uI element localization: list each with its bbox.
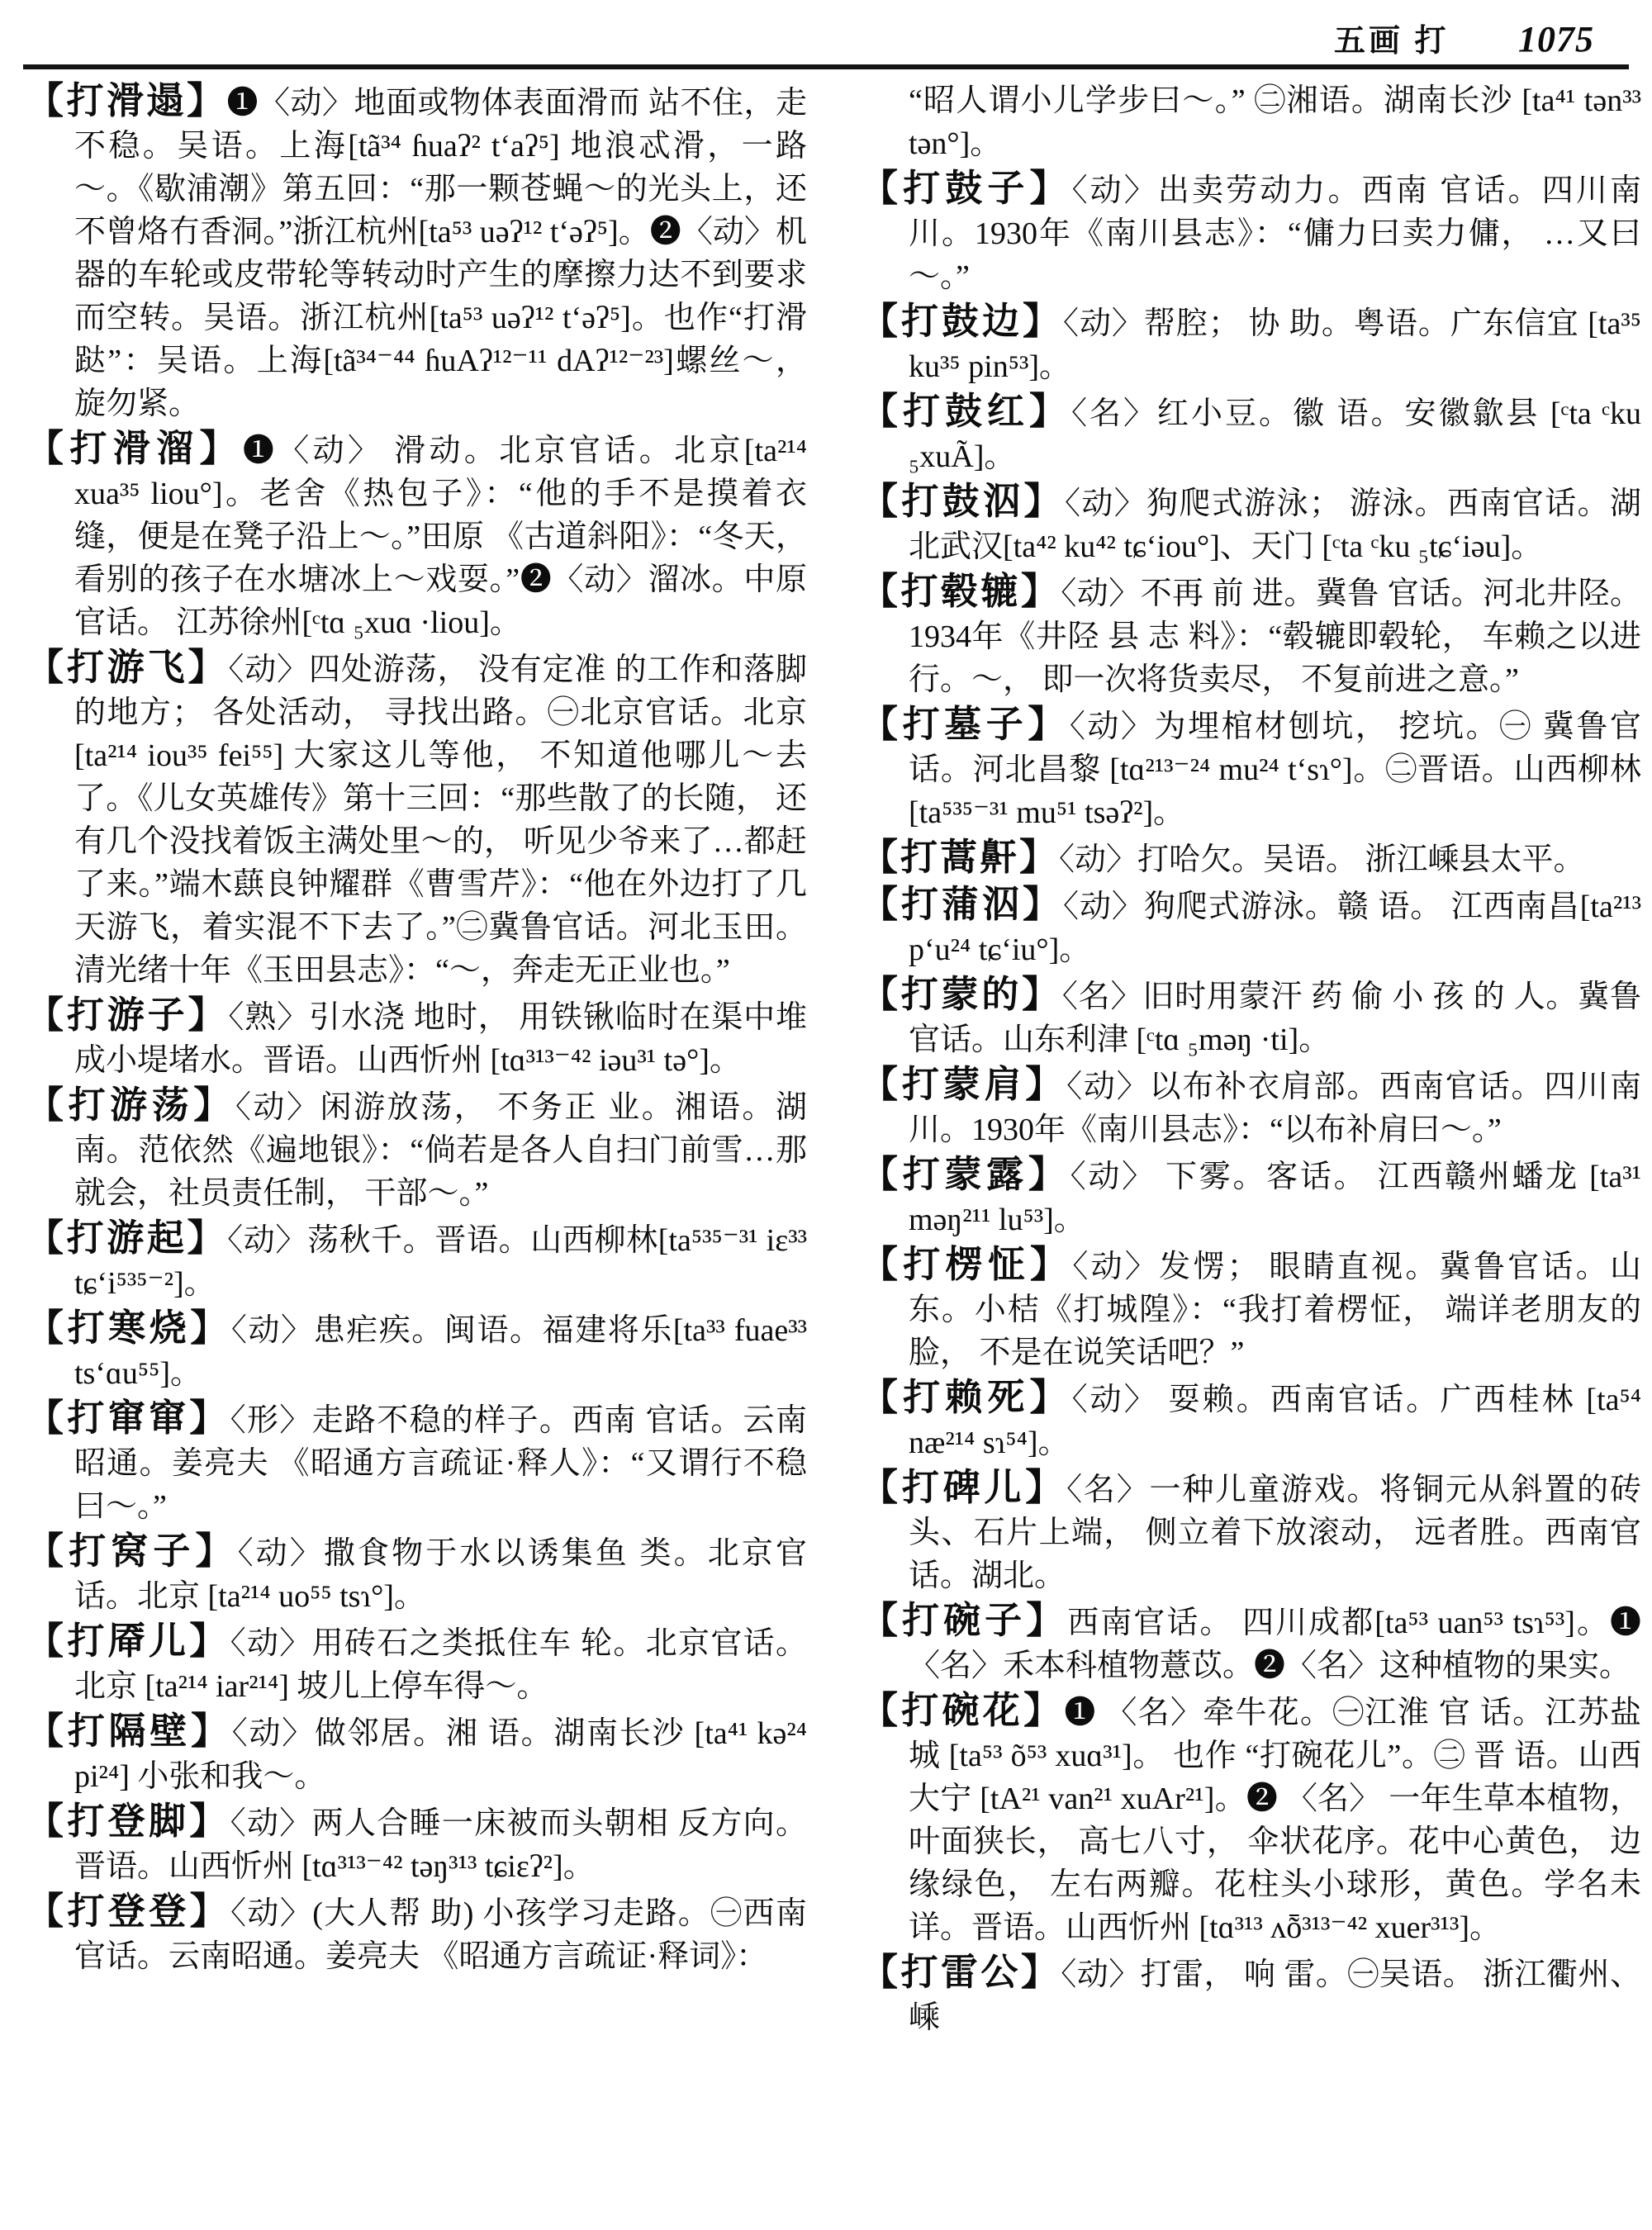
entry-body: 〈动〉打哈欠。吴语。 浙江嵊县太平。 [1059, 842, 1585, 877]
entry-headword: 【打寒烧】 [26, 1307, 231, 1349]
dict-entry [26, 1530, 807, 1618]
dict-entry [861, 703, 1641, 834]
entry-body: 〈熟〉引水浇 地时， 用铁锹临时在渠中堆成小堤堵水。晋语。山西忻州 [tɑ³¹³⁻⁴² iəu³¹ tə°]。 [74, 1000, 807, 1078]
entry-headword: 【打鼓边】 [861, 301, 1063, 342]
entry-body: 〈动〉做邻居。湘 语。湖南长沙 [ta⁴¹ kə²⁴ pi²⁴] 小张和我～。 [74, 1716, 807, 1794]
entry-headword: 【打毂辘】 [861, 571, 1061, 612]
entry-body: ❶ 〈名〉牵牛花。㊀江淮 官 话。江苏盐城 [ta⁵³ õ⁵³ xuɑ³¹]。 也作 “打碗花儿”。㊁ 晋 语。山西大宁 [tA²¹ van²¹ xuAr²¹]。❷ 〈名〉 一年生草本植物， 叶面狭长， 高七八寸， 伞状花序。花中心黄色， 边缘绿色， 左右两瓣。花柱头小球形，黄色。学名未详。晋语。山西忻州 [tɑ³¹³ ʌȭ³¹³⁻⁴² xuer³¹³]。 [909, 1696, 1641, 1945]
dict-entry [861, 1376, 1641, 1464]
entry-headword: 【打游飞】 [26, 647, 229, 688]
dict-entry [861, 1063, 1641, 1151]
entry-body: 〈动〉撒食物于水以诱集鱼 类。北京官话。北京 [ta²¹⁴ uo⁵⁵ tsɿ°]。 [74, 1536, 807, 1614]
entry-headword: 【打鼓子】 [861, 168, 1072, 209]
entry-body: 〈动〉为埋棺材刨坑， 挖坑。㊀ 冀鲁官话。河北昌黎 [tɑ²¹³⁻²⁴ mu²⁴ t‘sɿ°]。㊁晋语。山西柳林 [ta⁵³⁵⁻³¹ mu⁵¹ tsəʔ²]。 [909, 709, 1641, 830]
dict-entry [861, 973, 1641, 1061]
entry-body: 〈动〉四处游荡， 没有定准 的工作和落脚的地方； 各处活动， 寻找出路。㊀北京官话。北京 [ta²¹⁴ iou³⁵ fei⁵⁵] 大家这儿等他， 不知道他哪儿～去了。《儿女英雄传》第十三回：“那些散了的长随， 还有几个没找着饭主满处里～的， 听见少爷来了…都赶了来。”端木蕻良钟耀群《曹雪芹》：“他在外边打了几天游飞，着实混不下去了。”㊁冀鲁官话。河北玉田。清光绪十年《玉田县志》：“～，奔走无正业也。” [74, 652, 807, 988]
entry-body: 〈动〉 耍赖。西南官话。广西桂林 [ta⁵⁴ næ²¹⁴ sɿ⁵⁴]。 [909, 1383, 1641, 1460]
running-head-radical: 打 [1414, 24, 1450, 59]
entry-headword: 【打隔壁】 [26, 1710, 232, 1752]
entry-headword: 【打鼓泅】 [861, 481, 1065, 522]
entry-body: 〈动〉闲游放荡， 不务正 业。湘语。湖南。范依然《遍地银》：“倘若是各人自扫门前雪…那就会，社员责任制， 干部～。” [74, 1090, 807, 1211]
entry-body: 〈动〉狗爬式游泳。赣 语。 江西南昌[ta²¹³ p‘u²⁴ tɕ‘iu°]。 [909, 890, 1641, 967]
dict-entry [861, 1243, 1641, 1374]
dict-entry [861, 836, 1641, 881]
entry-headword: 【打游子】 [26, 994, 229, 1036]
entry-headword: 【打游荡】 [26, 1084, 235, 1126]
dict-entry [861, 1951, 1641, 2039]
entry-headword: 【打窝子】 [26, 1530, 238, 1572]
entry-headword: 【打碗子】 [861, 1600, 1068, 1641]
entry-body: 〈动〉狗爬式游泳； 游泳。西南官话。湖北武汉[ta⁴² ku⁴² tɕ‘iou°]、天门 [ᶜta ᶜku ₅tɕ‘iəu]。 [909, 486, 1641, 564]
entry-body: ❶〈动〉地面或物体表面滑而 站不住，走不稳。吴语。上海[tã³⁴ ɦuaʔ² t‘aʔ⁵] 地浪忒滑，一路～。《歇浦潮》第五回：“那一颗苍蝇～的光头上，还不曾烙冇香洞。”浙江杭州[ta⁵³ uəʔ¹² t‘əʔ⁵]。❷〈动〉机器的车轮或皮带轮等转动时产生的摩擦力达不到要求而空转。吴语。浙江杭州[ta⁵³ uəʔ¹² t‘əʔ⁵]。也作“打滑跶”：吴语。上海[tã³⁴⁻⁴⁴ ɦuAʔ¹²⁻¹¹ dAʔ¹²⁻²³]螺丝～，旋勿紧。 [74, 86, 807, 421]
entry-headword: 【打登脚】 [26, 1801, 230, 1842]
entry-headword: 【打蒙露】 [861, 1154, 1070, 1195]
entry-body: 西南官话。 四川成都[ta⁵³ uan⁵³ tsɿ⁵³]。❶〈名〉禾本科植物薏苡。❷〈名〉这种植物的果实。 [909, 1606, 1641, 1683]
dict-entry [26, 1620, 807, 1708]
entry-body: 〈动〉以布补衣肩部。西南官话。四川南川。1930年《南川县志》：“以布补肩曰～。” [909, 1070, 1641, 1147]
dict-entry [26, 1217, 807, 1305]
dict-entry [26, 646, 807, 992]
entry-body: 〈形〉走路不稳的样子。西南 官话。云南昭通。姜亮夫 《昭通方言疏证·释人》：“又谓行不稳曰～。” [74, 1403, 807, 1524]
dict-entry [861, 1466, 1641, 1597]
entry-body: 〈动〉(大人帮 助) 小孩学习走路。㊀西南官话。云南昭通。姜亮夫 《昭通方言疏证·释词》： [74, 1896, 807, 1974]
entry-body: 〈动〉荡秋千。晋语。山西柳林[ta⁵³⁵⁻³¹ iɛ³³ tɕ‘i⁵³⁵⁻²]。 [74, 1223, 807, 1301]
entry-headword: 【打蒿鼾】 [861, 837, 1060, 878]
entry-body: ❶〈动〉 滑动。北京官话。北京[ta²¹⁴ xua³⁵ liou°]。老舍《热包子》：“他的手不是摸着衣缝，便是在凳子沿上～。”田原 《古道斜阳》：“冬天， 看别的孩子在水塘冰上～戏耍。”❷〈动〉溜冰。中原官话。 江苏徐州[ᶜtɑ ₅xuɑ ·liou]。 [74, 434, 807, 640]
dict-entry [861, 1153, 1641, 1241]
dict-entry [26, 1800, 807, 1888]
dict-entry [26, 427, 807, 644]
entry-headword: 【打碑儿】 [861, 1467, 1067, 1508]
entry-headword: 【打窜窜】 [26, 1397, 230, 1439]
entry-headword: 【打楞怔】 [861, 1244, 1073, 1285]
dict-entry [861, 883, 1641, 971]
running-head [0, 15, 1594, 60]
entry-headword: 【打蒙的】 [861, 974, 1062, 1015]
entry-body: 〈动〉患疟疾。闽语。福建将乐[ta³³ fuae³³ ts‘ɑu⁵⁵]。 [74, 1313, 807, 1391]
dict-entry [26, 1084, 807, 1215]
entry-body: 〈动〉帮腔； 协 助。粤语。广东信宜 [ta³⁵ ku³⁵ pin⁵³]。 [909, 306, 1641, 384]
entry-headword: 【打赖死】 [861, 1377, 1072, 1418]
running-head-section: 五画 [1333, 24, 1403, 59]
dict-entry [861, 390, 1641, 478]
dict-entry [26, 1710, 807, 1798]
dict-entry [26, 1307, 807, 1395]
dict-entry [861, 570, 1641, 701]
entry-body: “昭人谓小儿学步曰～。” ㊁湘语。湖南长沙 [ta⁴¹ tən³³ tən°]。 [909, 83, 1641, 161]
entry-headword: 【打雷公】 [861, 1952, 1061, 1993]
dict-entry [26, 79, 807, 425]
page-number: 1075 [1518, 19, 1594, 59]
entry-headword: 【打蒲泅】 [861, 884, 1063, 925]
entry-body: 〈动〉两人合睡一床被而头朝相 反方向。晋语。山西忻州 [tɑ³¹³⁻⁴² təŋ³¹³ tɕiɛʔ²]。 [74, 1806, 807, 1884]
dict-entry [861, 167, 1641, 298]
entry-headword: 【打鼓红】 [861, 391, 1071, 432]
entry-headword: 【打碗花】 [861, 1690, 1065, 1731]
entry-headword: 【打登登】 [26, 1891, 231, 1932]
entry-headword: 【打滑溜】 [26, 428, 243, 469]
text-column-right [861, 79, 1641, 2230]
entry-body: 〈动〉 下雾。客话。 江西赣州蟠龙 [ta³¹ məŋ²¹¹ lu⁵³]。 [909, 1160, 1641, 1237]
entry-body: 〈动〉打雷， 响 雷。㊀吴语。 浙江衢州、嵊 [909, 1957, 1641, 2035]
dict-entry [26, 1890, 807, 1978]
entry-body: 〈动〉出卖劳动力。西南 官话。四川南川。1930年《南川县志》：“傭力曰卖力傭， …又曰～。” [909, 173, 1641, 294]
dict-entry [26, 1397, 807, 1528]
entry-body: 〈名〉一种儿童游戏。将铜元从斜置的砖头、石片上端， 侧立着下放滚动， 远者胜。西南官话。湖北。 [909, 1473, 1641, 1593]
entry-headword: 【打游起】 [26, 1217, 228, 1259]
header-rule [23, 64, 1629, 69]
entry-body: 〈动〉发愣； 眼睛直视。冀鲁官话。山东。小桔《打城隍》：“我打着楞怔， 端详老朋友的脸， 不是在说笑话吧？” [909, 1250, 1641, 1370]
text-column-left [26, 79, 807, 2230]
entry-headword: 【打墓子】 [861, 704, 1070, 745]
entry-body: 〈动〉用砖石之类抵住车 轮。北京官话。北京 [ta²¹⁴ iar²¹⁴] 坡儿上停车得～。 [74, 1626, 807, 1704]
entry-body: 〈名〉旧时用蒙汗 药 偷 小 孩 的 人。冀鲁官话。山东利津 [ᶜtɑ ₅məŋ ·ti]。 [909, 980, 1641, 1057]
dict-entry [861, 1599, 1641, 1687]
dict-entry [861, 1689, 1641, 1949]
dict-entry [861, 300, 1641, 388]
dict-entry [861, 480, 1641, 568]
entry-body: 〈名〉红小豆。徽 语。安徽歙县 [ᶜta ᶜku ₅xuÃ]。 [909, 396, 1641, 474]
entry-headword: 【打厣儿】 [26, 1620, 230, 1662]
entry-headword: 【打滑遢】 [26, 80, 227, 121]
entry-headword: 【打蒙肩】 [861, 1064, 1067, 1105]
dict-entry [861, 79, 1641, 165]
entry-body: 〈动〉不再 前 进。冀鲁 官话。河北井陉。1934年《井陉 县 志 料》：“毂辘即毂轮， 车赖之以进行。～， 即一次将货卖尽， 不复前进之意。” [909, 576, 1641, 697]
dict-entry [26, 994, 807, 1082]
